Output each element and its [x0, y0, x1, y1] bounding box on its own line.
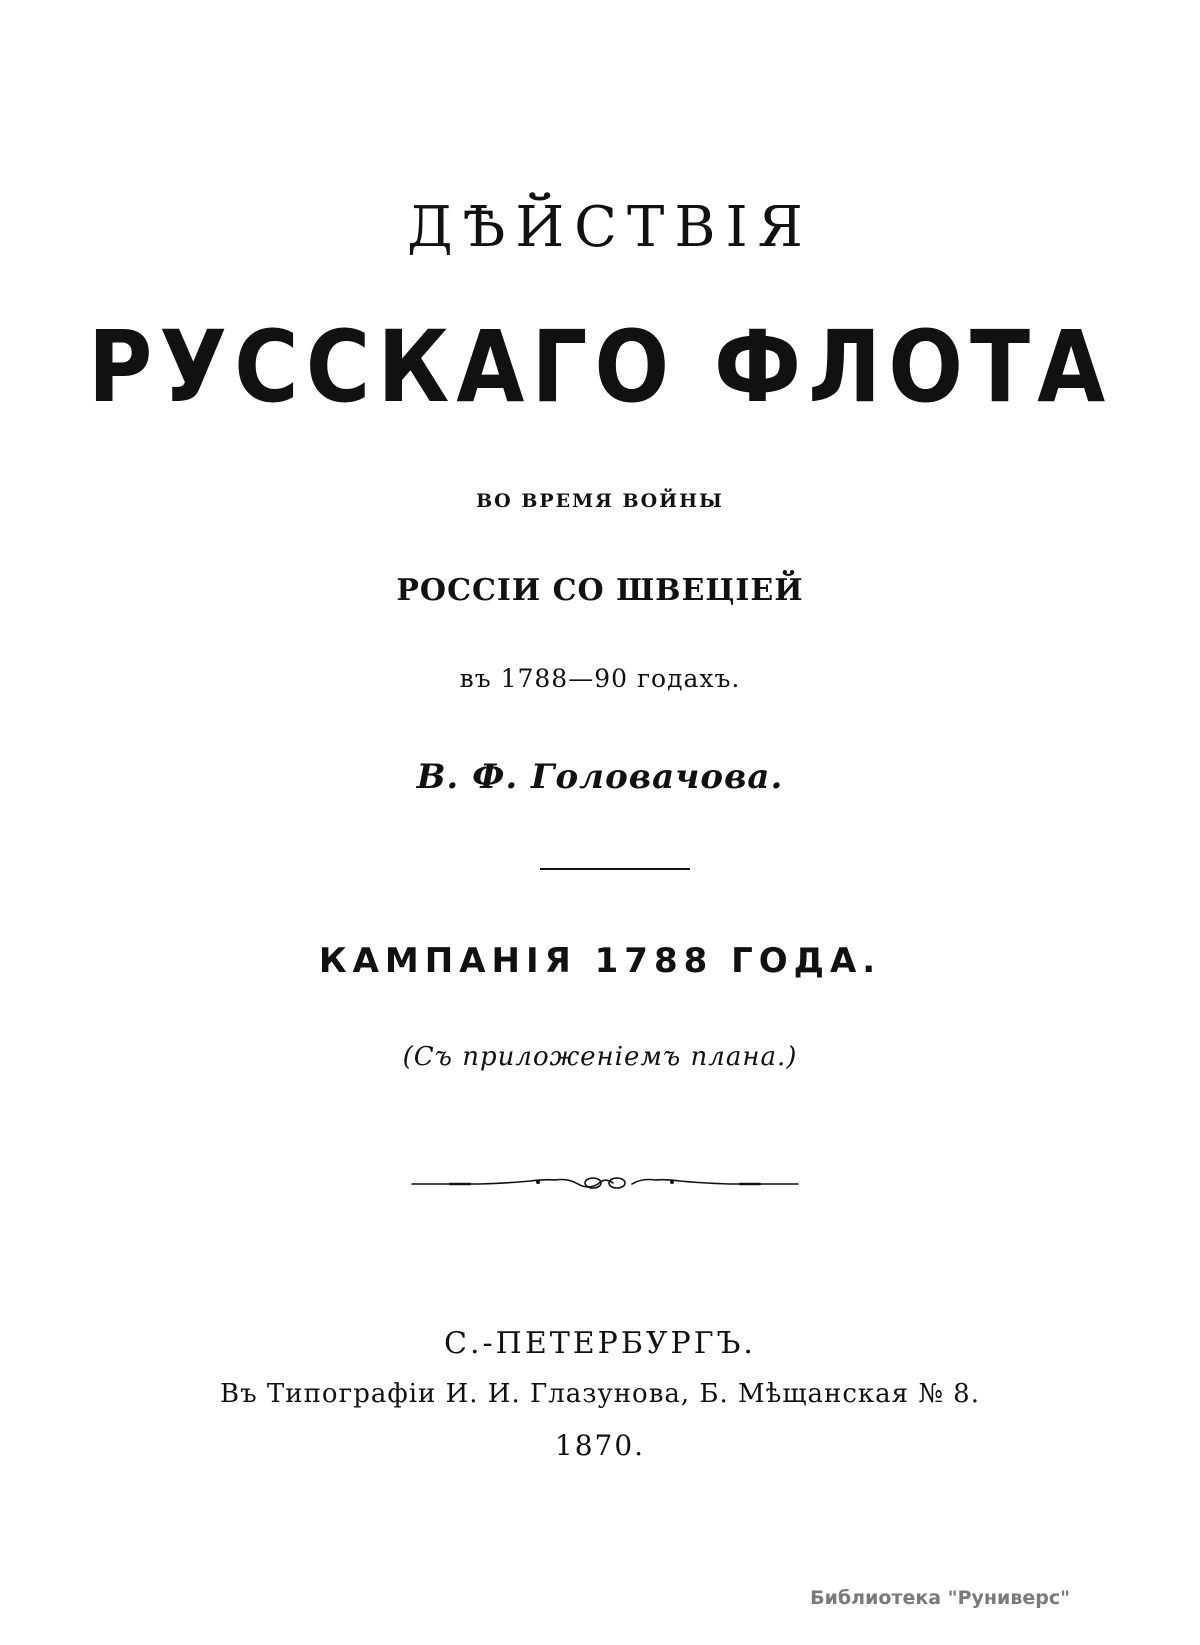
- campaign-heading: КАМПАНІЯ 1788 ГОДА.: [318, 941, 882, 981]
- title-line-2: РУССКАГО ФЛОТА: [87, 309, 1113, 425]
- imprint-printer: Въ Типографіи И. И. Глазунова, Б. Мѣщанская № 8.: [220, 1379, 980, 1409]
- scroll-ornament-icon: [410, 1170, 800, 1196]
- library-watermark: Библиотека "Руниверс": [810, 1587, 1070, 1609]
- subtitle-line-2: РОССІИ СО ШВЕЦІЕЙ: [396, 573, 804, 608]
- years-line: въ 1788—90 годахъ.: [459, 664, 741, 693]
- appendix-note: (Съ приложеніемъ плана.): [402, 1042, 798, 1072]
- subtitle-line-1: ВО ВРЕМЯ ВОЙНЫ: [476, 490, 724, 512]
- separator-rule: [540, 868, 690, 870]
- author-name: В. Ф. Головачова.: [416, 757, 784, 797]
- imprint-city: С.-ПЕТЕРБУРГЪ.: [444, 1326, 756, 1361]
- title-line-1: ДѢЙСТВІЯ: [407, 195, 813, 260]
- imprint-year: 1870.: [554, 1429, 646, 1462]
